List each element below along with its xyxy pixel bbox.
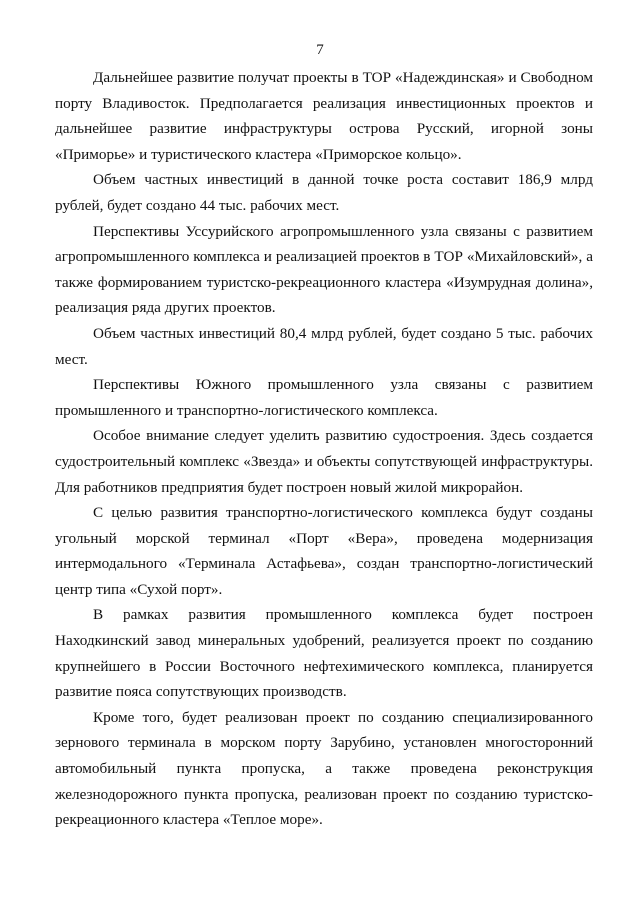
paragraph: С целью развития транспортно-логистического комплекса будут созданы угольный морской терминал «Порт «Вера», проведена модернизация интермодального «Терминала Астафьева», создан транспортно-логистический центр типа «Сухой порт». xyxy=(55,504,593,598)
paragraph: Особое внимание следует уделить развитию судостроения. Здесь создается судостроительный комплекс «Звезда» и объекты сопутствующей инфраструктуры. Для работников предприятия будет построен новый жилой микрорайон. xyxy=(55,427,593,496)
paragraph: Кроме того, будет реализован проект по созданию специализированного зернового терминала в морском порту Зарубино, установлен многосторонний автомобильный пункта пропуска, а также проведена реконструкция железнодорожного пункта пропуска, реализован проект по созданию туристско-рекреационного кластера «Теплое море». xyxy=(55,708,593,829)
page-number: 7 xyxy=(316,42,324,58)
paragraph: Объем частных инвестиций 80,4 млрд рублей, будет создано 5 тыс. рабочих мест. xyxy=(55,324,593,368)
paragraph: В рамках развития промышленного комплекса будет построен Находкинский завод минеральных удобрений, реализуется проект по созданию крупнейшего в России Восточного нефтехимического комплекса, планируется развитие пояса сопутствующих производств. xyxy=(55,606,593,701)
document-body xyxy=(55,65,593,833)
paragraph: Объем частных инвестиций в данной точке роста составит 186,9 млрд рублей, будет создано 44 тыс. рабочих мест. xyxy=(55,171,593,214)
paragraph: Перспективы Южного промышленного узла связаны с развитием промышленного и транспортно-логистического комплекса. xyxy=(55,376,593,419)
paragraph: Дальнейшее развитие получат проекты в ТОР «Надеждинская» и Свободном порту Владивосток. Предполагается реализация инвестиционных проектов и дальнейшее развитие инфраструктуры острова Русский, игорной зоны «Приморье» и туристического кластера «Приморское кольцо». xyxy=(55,69,593,163)
paragraph: Перспективы Уссурийского агропромышленного узла связаны с развитием агропромышленного комплекса и реализацией проектов в ТОР «Михайловский», а также формированием туристско-рекреационного кластера «Изумрудная долина», реализация ряда других проектов. xyxy=(55,222,593,317)
